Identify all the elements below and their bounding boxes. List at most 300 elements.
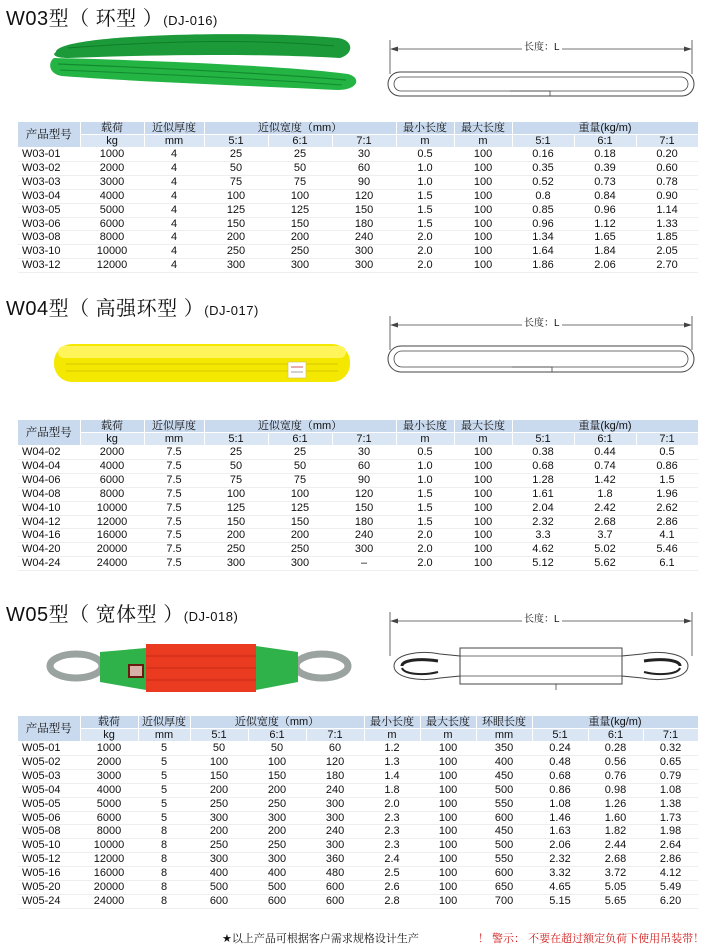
value-cell: 500 [248, 881, 306, 895]
value-cell: 30 [332, 148, 396, 162]
value-cell: 1.0 [396, 175, 454, 189]
value-cell: 240 [306, 825, 364, 839]
value-cell: 240 [332, 529, 396, 543]
spec-table-w03 [18, 122, 699, 273]
loop-sling-length-diagram [380, 34, 700, 104]
value-cell: 100 [454, 203, 512, 217]
value-cell: 100 [454, 529, 512, 543]
value-cell: 400 [190, 867, 248, 881]
value-cell: 1.60 [588, 811, 643, 825]
value-cell: 250 [190, 839, 248, 853]
value-cell: 4 [144, 148, 204, 162]
table-row [18, 557, 698, 571]
value-cell: 200 [268, 529, 332, 543]
value-cell: 1.63 [532, 825, 588, 839]
value-cell: 16000 [80, 867, 138, 881]
header-thickness: 近似厚度 [144, 122, 204, 135]
header-model: 产品型号 [18, 716, 80, 742]
model-cell: W04-16 [18, 529, 80, 543]
value-cell: 300 [190, 811, 248, 825]
value-cell: 0.44 [574, 446, 636, 460]
value-cell: 2.6 [364, 881, 420, 895]
high-strength-loop-sling-length-diagram [380, 310, 700, 380]
value-cell: 0.16 [512, 148, 574, 162]
header-max-length-unit: m [454, 135, 512, 148]
value-cell: 0.78 [636, 175, 698, 189]
value-cell: 100 [420, 867, 476, 881]
value-cell: 0.86 [532, 783, 588, 797]
spec-table-body [18, 148, 698, 273]
value-cell: 0.35 [512, 161, 574, 175]
value-cell: 550 [476, 853, 532, 867]
value-cell: 10000 [80, 839, 138, 853]
value-cell: 0.96 [574, 203, 636, 217]
value-cell: 400 [476, 755, 532, 769]
value-cell: 0.18 [574, 148, 636, 162]
model-cell: W04-04 [18, 459, 80, 473]
value-cell: 1.8 [364, 783, 420, 797]
table-row [18, 446, 698, 460]
model-cell: W03-04 [18, 189, 80, 203]
value-cell: 0.98 [588, 783, 643, 797]
value-cell: 2000 [80, 161, 144, 175]
value-cell: 1.65 [574, 231, 636, 245]
value-cell: 2.3 [364, 811, 420, 825]
wide-body-sling-photo [46, 640, 352, 696]
header-min-length-unit: m [396, 433, 454, 446]
value-cell: 50 [190, 742, 248, 756]
value-cell: 1.14 [636, 203, 698, 217]
value-cell: 2.32 [512, 515, 574, 529]
value-cell: 2.3 [364, 825, 420, 839]
value-cell: 100 [204, 189, 268, 203]
model-cell: W05-03 [18, 769, 80, 783]
value-cell: 5.49 [643, 881, 698, 895]
model-cell: W03-08 [18, 231, 80, 245]
value-cell: 150 [332, 203, 396, 217]
value-cell: 2.3 [364, 839, 420, 853]
header-weight-ratio-6: 6:1 [588, 729, 643, 742]
table-row [18, 742, 698, 756]
value-cell: 100 [454, 259, 512, 273]
value-cell: 8 [138, 881, 190, 895]
value-cell: 600 [306, 894, 364, 908]
value-cell: 120 [332, 189, 396, 203]
value-cell: 30 [332, 446, 396, 460]
header-max-length-unit: m [454, 433, 512, 446]
value-cell: 7.5 [144, 557, 204, 571]
value-cell: 2.64 [643, 839, 698, 853]
value-cell: 0.76 [588, 769, 643, 783]
value-cell: 1.61 [512, 487, 574, 501]
model-cell: W05-08 [18, 825, 80, 839]
table-row [18, 543, 698, 557]
value-cell: 0.5 [636, 446, 698, 460]
value-cell: 2.86 [643, 853, 698, 867]
value-cell: 60 [332, 161, 396, 175]
footer-note: ★以上产品可根据客户需求规格设计生产 [222, 933, 419, 945]
value-cell: 0.86 [636, 459, 698, 473]
value-cell: 60 [306, 742, 364, 756]
table-row [18, 839, 698, 853]
header-weight: 重量(kg/m) [512, 122, 698, 135]
value-cell: 2.68 [574, 515, 636, 529]
value-cell: 1.5 [396, 203, 454, 217]
value-cell: 2.0 [396, 543, 454, 557]
value-cell: 2.86 [636, 515, 698, 529]
value-cell: 2.0 [396, 231, 454, 245]
value-cell: 450 [476, 769, 532, 783]
value-cell: 4.65 [532, 881, 588, 895]
value-cell: 300 [306, 811, 364, 825]
section-title-w05 [6, 598, 238, 627]
value-cell: 250 [268, 543, 332, 557]
value-cell: 2.32 [532, 853, 588, 867]
value-cell: 7.5 [144, 543, 204, 557]
value-cell: 1.73 [643, 811, 698, 825]
value-cell: 150 [248, 769, 306, 783]
model-cell: W05-04 [18, 783, 80, 797]
value-cell: 2.0 [396, 557, 454, 571]
value-cell: 90 [332, 473, 396, 487]
value-cell: 4000 [80, 459, 144, 473]
model-cell: W03-02 [18, 161, 80, 175]
value-cell: 100 [420, 783, 476, 797]
value-cell: 90 [332, 175, 396, 189]
table-row [18, 501, 698, 515]
value-cell: 5 [138, 783, 190, 797]
header-load-unit: kg [80, 729, 138, 742]
value-cell: 8 [138, 825, 190, 839]
header-ratio-7: 7:1 [332, 135, 396, 148]
value-cell: 0.28 [588, 742, 643, 756]
value-cell: 0.48 [532, 755, 588, 769]
value-cell: 50 [268, 459, 332, 473]
model-cell: W05-06 [18, 811, 80, 825]
value-cell: 0.24 [532, 742, 588, 756]
value-cell: 100 [420, 853, 476, 867]
length-label: 长度：L [522, 314, 562, 329]
value-cell: 25 [268, 446, 332, 460]
value-cell: 600 [476, 811, 532, 825]
value-cell: 250 [248, 839, 306, 853]
header-ratio-7: 7:1 [332, 433, 396, 446]
value-cell: 100 [454, 446, 512, 460]
value-cell: 150 [204, 515, 268, 529]
model-cell: W03-05 [18, 203, 80, 217]
value-cell: 2.0 [396, 245, 454, 259]
value-cell: 4 [144, 231, 204, 245]
value-cell: 500 [190, 881, 248, 895]
header-min-length: 最小长度 [364, 716, 420, 729]
value-cell: – [332, 557, 396, 571]
value-cell: 8 [138, 853, 190, 867]
section-title-text: W03型（ 环型 ） [6, 8, 164, 30]
table-row [18, 755, 698, 769]
value-cell: 2.62 [636, 501, 698, 515]
header-thickness-unit: mm [144, 433, 204, 446]
table-row [18, 245, 698, 259]
value-cell: 100 [454, 231, 512, 245]
model-cell: W03-12 [18, 259, 80, 273]
spec-table-body [18, 742, 698, 909]
header-width: 近似宽度（mm） [190, 716, 364, 729]
model-cell: W05-02 [18, 755, 80, 769]
value-cell: 1.82 [588, 825, 643, 839]
value-cell: 200 [204, 231, 268, 245]
value-cell: 500 [476, 839, 532, 853]
table-row [18, 189, 698, 203]
header-weight-ratio-6: 6:1 [574, 135, 636, 148]
value-cell: 200 [204, 529, 268, 543]
model-cell: W04-24 [18, 557, 80, 571]
model-cell: W05-10 [18, 839, 80, 853]
value-cell: 100 [420, 755, 476, 769]
value-cell: 5.46 [636, 543, 698, 557]
value-cell: 200 [248, 825, 306, 839]
table-row [18, 811, 698, 825]
value-cell: 2.05 [636, 245, 698, 259]
value-cell: 100 [454, 543, 512, 557]
header-model: 产品型号 [18, 122, 80, 148]
header-eye-length-unit: mm [476, 729, 532, 742]
value-cell: 25 [204, 148, 268, 162]
value-cell: 300 [332, 543, 396, 557]
value-cell: 150 [268, 515, 332, 529]
value-cell: 100 [454, 459, 512, 473]
header-min-length-unit: m [396, 135, 454, 148]
header-weight: 重量(kg/m) [532, 716, 698, 729]
value-cell: 125 [268, 501, 332, 515]
value-cell: 1.85 [636, 231, 698, 245]
spec-table-w05 [18, 716, 699, 909]
model-cell: W04-12 [18, 515, 80, 529]
value-cell: 100 [454, 245, 512, 259]
value-cell: 1.96 [636, 487, 698, 501]
model-cell: W04-08 [18, 487, 80, 501]
value-cell: 150 [332, 501, 396, 515]
value-cell: 1.34 [512, 231, 574, 245]
value-cell: 600 [248, 894, 306, 908]
value-cell: 4 [144, 217, 204, 231]
table-row [18, 797, 698, 811]
value-cell: 1.86 [512, 259, 574, 273]
value-cell: 300 [204, 557, 268, 571]
value-cell: 4 [144, 189, 204, 203]
value-cell: 4.62 [512, 543, 574, 557]
table-row [18, 161, 698, 175]
value-cell: 5.12 [512, 557, 574, 571]
value-cell: 1.3 [364, 755, 420, 769]
value-cell: 1.5 [396, 487, 454, 501]
table-row [18, 529, 698, 543]
table-row [18, 769, 698, 783]
value-cell: 16000 [80, 529, 144, 543]
value-cell: 1.46 [532, 811, 588, 825]
section-title-text: W04型（ 高强环型 ） [6, 298, 205, 320]
value-cell: 8000 [80, 825, 138, 839]
value-cell: 6.20 [643, 894, 698, 908]
value-cell: 0.5 [396, 148, 454, 162]
value-cell: 200 [268, 231, 332, 245]
value-cell: 4000 [80, 189, 144, 203]
spec-table-body [18, 446, 698, 571]
header-width: 近似宽度（mm） [204, 122, 396, 135]
value-cell: 2000 [80, 755, 138, 769]
value-cell: 100 [420, 797, 476, 811]
value-cell: 150 [190, 769, 248, 783]
header-ratio-5: 5:1 [204, 433, 268, 446]
model-cell: W04-02 [18, 446, 80, 460]
value-cell: 1000 [80, 742, 138, 756]
table-row [18, 175, 698, 189]
header-min-length: 最小长度 [396, 122, 454, 135]
value-cell: 650 [476, 881, 532, 895]
value-cell: 100 [454, 161, 512, 175]
value-cell: 1.5 [396, 515, 454, 529]
value-cell: 2000 [80, 446, 144, 460]
value-cell: 600 [306, 881, 364, 895]
value-cell: 60 [332, 459, 396, 473]
value-cell: 3.3 [512, 529, 574, 543]
value-cell: 300 [332, 245, 396, 259]
value-cell: 0.65 [643, 755, 698, 769]
value-cell: 4 [144, 245, 204, 259]
value-cell: 5000 [80, 203, 144, 217]
value-cell: 240 [306, 783, 364, 797]
value-cell: 0.96 [512, 217, 574, 231]
value-cell: 0.73 [574, 175, 636, 189]
value-cell: 10000 [80, 501, 144, 515]
header-eye-length: 环眼长度 [476, 716, 532, 729]
model-cell: W03-06 [18, 217, 80, 231]
value-cell: 1.42 [574, 473, 636, 487]
value-cell: 7.5 [144, 459, 204, 473]
value-cell: 1.5 [396, 189, 454, 203]
wide-body-sling-length-diagram [380, 606, 700, 692]
value-cell: 6000 [80, 217, 144, 231]
value-cell: 100 [454, 557, 512, 571]
value-cell: 100 [420, 742, 476, 756]
spec-table-w04 [18, 420, 699, 571]
value-cell: 4 [144, 203, 204, 217]
header-max-length: 最大长度 [420, 716, 476, 729]
value-cell: 4.12 [643, 867, 698, 881]
value-cell: 75 [204, 473, 268, 487]
value-cell: 3.32 [532, 867, 588, 881]
value-cell: 2.42 [574, 501, 636, 515]
value-cell: 180 [332, 217, 396, 231]
value-cell: 4 [144, 161, 204, 175]
value-cell: 250 [204, 543, 268, 557]
value-cell: 300 [190, 853, 248, 867]
value-cell: 0.32 [643, 742, 698, 756]
value-cell: 3000 [80, 769, 138, 783]
value-cell: 550 [476, 797, 532, 811]
header-thickness: 近似厚度 [138, 716, 190, 729]
value-cell: 1.08 [532, 797, 588, 811]
table-row [18, 459, 698, 473]
table-row [18, 217, 698, 231]
table-row [18, 867, 698, 881]
model-cell: W05-20 [18, 881, 80, 895]
value-cell: 8 [138, 839, 190, 853]
header-weight-ratio-5: 5:1 [512, 433, 574, 446]
section-code: (DJ-017) [204, 303, 259, 318]
value-cell: 100 [454, 148, 512, 162]
section-code: (DJ-018) [183, 609, 239, 624]
header-weight-ratio-5: 5:1 [512, 135, 574, 148]
model-cell: W03-10 [18, 245, 80, 259]
value-cell: 100 [420, 769, 476, 783]
value-cell: 250 [248, 797, 306, 811]
value-cell: 100 [268, 189, 332, 203]
value-cell: 125 [268, 203, 332, 217]
footer-warning: ！ 警示： 不要在超过额定负荷下使用吊装带！ [478, 933, 705, 945]
value-cell: 6000 [80, 811, 138, 825]
length-label: 长度：L [522, 610, 562, 625]
table-row [18, 231, 698, 245]
table-row [18, 853, 698, 867]
green-loop-sling-photo [48, 24, 360, 94]
table-row [18, 825, 698, 839]
value-cell: 50 [204, 161, 268, 175]
header-weight-ratio-7: 7:1 [636, 433, 698, 446]
value-cell: 0.79 [643, 769, 698, 783]
value-cell: 250 [268, 245, 332, 259]
value-cell: 5 [138, 742, 190, 756]
value-cell: 1.28 [512, 473, 574, 487]
value-cell: 100 [268, 487, 332, 501]
value-cell: 5.02 [574, 543, 636, 557]
header-max-length: 最大长度 [454, 420, 512, 433]
value-cell: 5.05 [588, 881, 643, 895]
model-cell: W04-10 [18, 501, 80, 515]
header-weight-ratio-7: 7:1 [643, 729, 698, 742]
value-cell: 7.5 [144, 515, 204, 529]
value-cell: 8000 [80, 231, 144, 245]
header-ratio-6: 6:1 [268, 433, 332, 446]
value-cell: 7.5 [144, 501, 204, 515]
table-row [18, 487, 698, 501]
header-load: 载荷 [80, 122, 144, 135]
header-max-length: 最大长度 [454, 122, 512, 135]
value-cell: 300 [306, 797, 364, 811]
value-cell: 12000 [80, 259, 144, 273]
value-cell: 100 [420, 811, 476, 825]
value-cell: 0.52 [512, 175, 574, 189]
value-cell: 0.84 [574, 189, 636, 203]
value-cell: 0.60 [636, 161, 698, 175]
value-cell: 3.72 [588, 867, 643, 881]
header-weight-ratio-5: 5:1 [532, 729, 588, 742]
value-cell: 75 [204, 175, 268, 189]
value-cell: 4 [144, 259, 204, 273]
value-cell: 75 [268, 473, 332, 487]
header-ratio-6: 6:1 [268, 135, 332, 148]
header-load: 载荷 [80, 716, 138, 729]
value-cell: 7.5 [144, 487, 204, 501]
value-cell: 4000 [80, 783, 138, 797]
value-cell: 180 [306, 769, 364, 783]
header-min-length-unit: m [364, 729, 420, 742]
value-cell: 7.5 [144, 529, 204, 543]
value-cell: 2.44 [588, 839, 643, 853]
value-cell: 125 [204, 501, 268, 515]
value-cell: 1000 [80, 148, 144, 162]
value-cell: 0.56 [588, 755, 643, 769]
length-label: 长度：L [522, 38, 562, 53]
